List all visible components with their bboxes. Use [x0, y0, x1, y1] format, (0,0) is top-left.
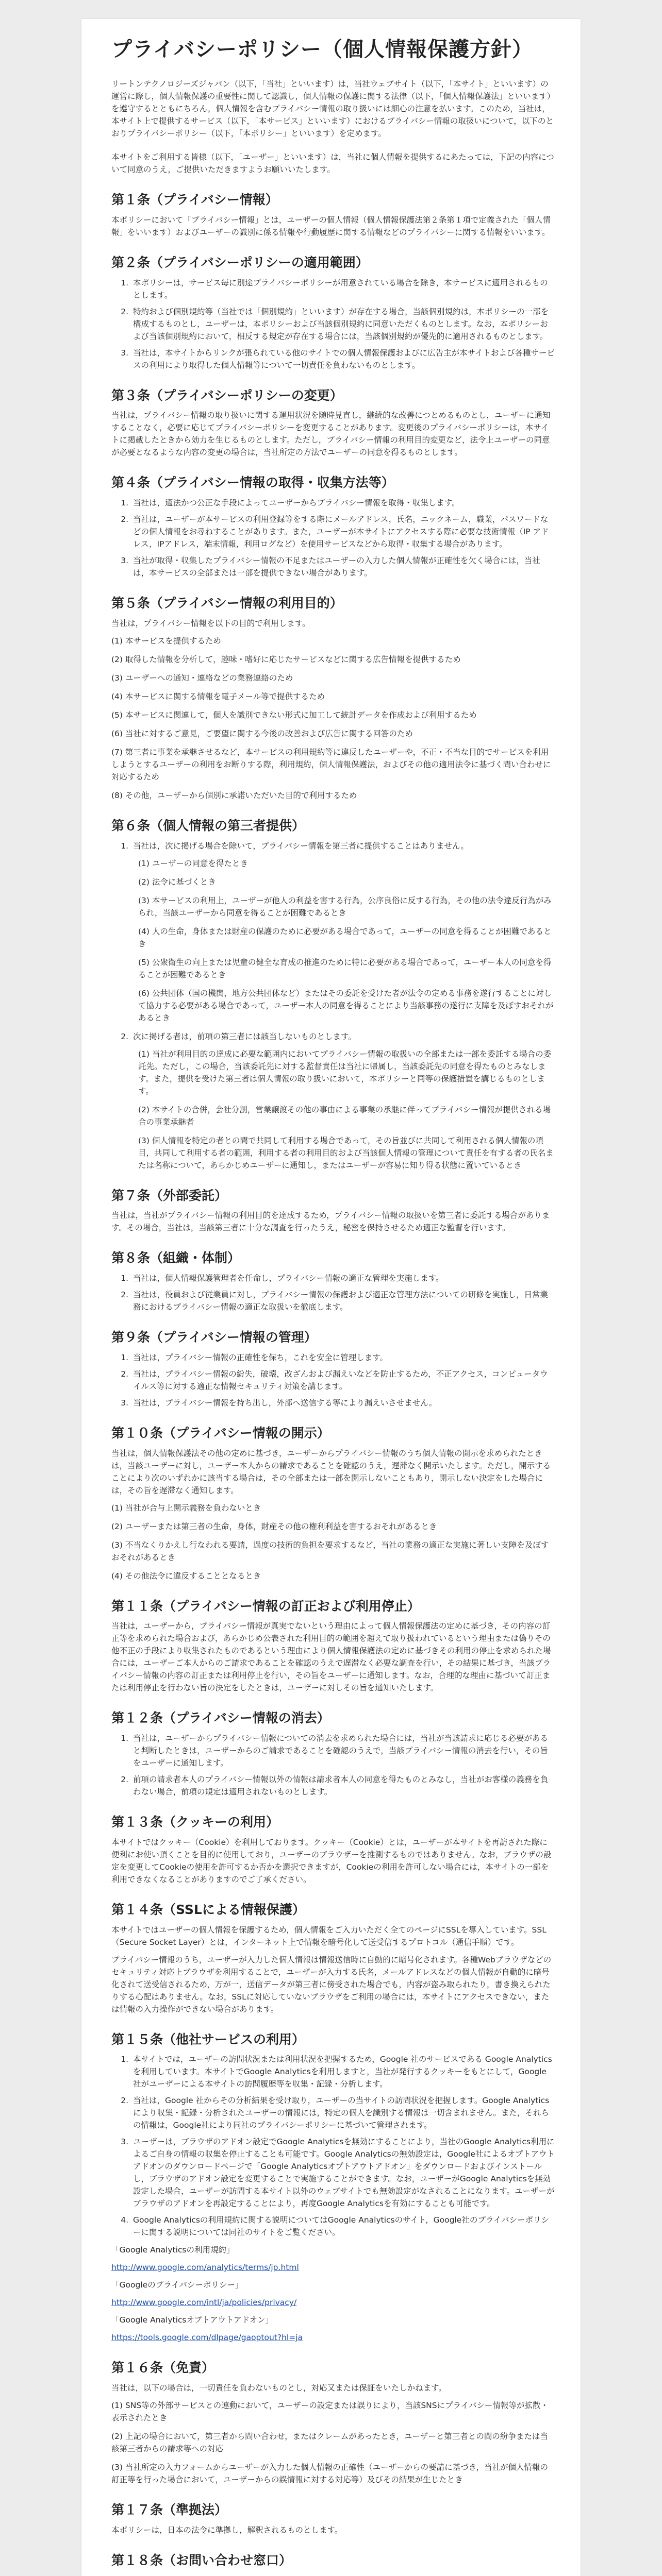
- list-item: 2. 当社は，プライバシー情報の紛失，破壊，改ざんおよび漏えいなどを防止するため，不正アクセス，コンピュータウイルス等に対する適正な情報セキュリティ対策を講じます。: [131, 1368, 555, 1393]
- article-17: [111, 2501, 555, 2536]
- article-4: [111, 474, 555, 579]
- article-body: 当社は，個人情報保護法その他の定めに基づき，ユーザーからプライバシー情報のうち個人情報の開示を求められたときは，当該ユーザーに対し，ユーザー本人からの請求であることを確認のうえ，遅滞なく開示いたします。ただし，開示することにより次のいずれかに該当する場合は，その全部または一部を開示しないこともあり，開示しない決定をした場合には，その旨を遅滞なく通知します。: [111, 1448, 551, 1495]
- list-item: (3) 当社所定の入力フォームからユーザーが入力した個人情報の正確性（ユーザーからの要請に基づき，当社が個人情報の訂正等を行った場合において，ユーザーからの誤情報に対する対応等）及びその結果が生じたとき: [111, 2463, 548, 2484]
- numbered-list: [111, 497, 555, 579]
- policy-page: [81, 19, 581, 2576]
- list-item: 3. 当社が取得・収集したプライバシー情報の不足またはユーザーの入力した個人情報が正確性を欠く場合には，当社は，本サービスの全部または一部を提供できない場合があります。: [131, 554, 555, 579]
- paren-list: [111, 1502, 555, 1582]
- article-heading: 第１０条（プライバシー情報の開示）: [111, 1425, 330, 1440]
- paren-list: [111, 635, 555, 802]
- article-heading: 第６条（個人情報の第三者提供）: [111, 818, 305, 833]
- link-label: 「Google Analyticsオプトアウトアドオン」: [111, 2315, 274, 2325]
- article-heading: 第３条（プライバシーポリシーの変更）: [111, 387, 343, 403]
- article-heading: 第１３条（クッキーの利用）: [111, 1815, 279, 1829]
- article-heading: 第１１条（プライバシー情報の訂正および利用停止）: [111, 1598, 420, 1614]
- page-title: プライバシーポリシー（個人情報保護方針）: [111, 38, 533, 61]
- article-heading: 第５条（プライバシー情報の利用目的）: [111, 596, 343, 611]
- article-6: [111, 817, 555, 1172]
- list-item: 1. 当社は，ユーザーからプライバシー情報についての消去を求められた場合には，当社が当該請求に応じる必要があると判断したときは，ユーザーからのご請求であることを確認のうえで，当該プライバシー情報の消去を行い，その旨をユーザーに通知します。: [131, 1732, 555, 1769]
- sub-list-item: (1) 当社が利用目的の達成に必要な範囲内においてプライバシー情報の取扱いの全部または一部を委託する場合の委託先。ただし，この場合，当該委託先に対する監督責任は当社に帰属し，当該委託先の同意を得たものとみなします。また，提供を受けた第三者は個人情報の取り扱いにおいて，本ポリシーと同等の保護措置を講じるものとします。: [138, 1049, 552, 1096]
- article-body: 本ポリシーにおいて「プライバシー情報」とは，ユーザーの個人情報（個人情報保護法第２条第１項で定義された「個人情報」をいいます）およびユーザーの識別に係る情報や行動履歴に関する情報などのプライバシーに関する情報をいいます。: [111, 215, 551, 237]
- article-heading: 第９条（プライバシー情報の管理）: [111, 1330, 317, 1345]
- sub-list-item: (2) 法令に基づくとき: [138, 877, 216, 887]
- link-label: 「Google Analyticsの利用規約」: [111, 2245, 235, 2255]
- list-item: 1. 当社は，プライバシー情報の正確性を保ち，これを安全に管理します。: [131, 1351, 555, 1364]
- article-heading: 第７条（外部委託）: [111, 1188, 228, 1203]
- article-8: [111, 1249, 555, 1313]
- list-item: [131, 840, 555, 1024]
- list-item: (4) 本サービスに関する情報を電子メール等で提供するため: [111, 691, 325, 701]
- list-item: 2. 当社は，Google 社からその分析結果を受け取り，ユーザーの当サイトの訪問状況を把握します。Google Analyticsにより収集・記録・分析されたユーザーの情報には，特定の個人を識別する情報は一切含まれません。また，それらの情報は，Google社により同社のプライバシーポリシーに基づいて管理されます。: [131, 2094, 555, 2131]
- article-body: 当社は，ユーザーから，プライバシー情報が真実でないという理由によって個人情報保護法の定めに基づき，その内容の訂正等を求められた場合および，あらかじめ公表された利用目的の範囲を超えて取り扱われているという理由または偽りその他不正の手段により収集されたものであるという理由により個人情報保護法の定めに基づきその利用の停止を求められた場合には，ユーザーご本人からのご請求であることを確認のうえで遅滞なく必要な調査を行い，その結果に基づき，当該プライバシー情報の内容の訂正または利用停止を行い，その旨をユーザーに通知します。なお，合理的な理由に基づいて訂正または利用停止を行わない旨の決定をしたときは，ユーザーに対しその旨を通知いたします。: [111, 1621, 551, 1693]
- numbered-list: [111, 1351, 555, 1409]
- list-item: 2. 当社は，役員および従業員に対し，プライバシー情報の保護および適正な管理方法についての研修を実施し，日常業務におけるプライバシー情報の適正な取扱いを徹底します。: [131, 1289, 555, 1313]
- sub-list-item: (5) 公衆衛生の向上または児童の健全な育成の推進のために特に必要がある場合であって，ユーザー本人の同意を得ることが困難であるとき: [138, 957, 552, 979]
- list-item-text: 次に掲げる者は，前項の第三者には該当しないものとします。: [133, 1031, 356, 1041]
- article-5: [111, 595, 555, 802]
- list-item: (7) 第三者に事業を承継させるなど，本サービスの利用規約等に違反したユーザーや，不正・不当な目的でサービスを利用しようとするユーザーの利用をお断りする際，利用規約，個人情報保護法，およびその他の適用法令に基づく問い合わせに対応するため: [111, 747, 551, 782]
- sub-list-item: (3) 本サービスの利用上，ユーザーが他人の利益を害する行為，公序良俗に反する行為，その他の法令違反行為がみられ，当該ユーザーから同意を得ることが困難であるとき: [138, 895, 552, 918]
- list-item: (2) 取得した情報を分析して，趣味・嗜好に応じたサービスなどに関する広告情報を提供するため: [111, 654, 461, 664]
- article-11: [111, 1598, 555, 1694]
- list-item: (4) その他法令に違反することとなるとき: [111, 1571, 261, 1581]
- article-heading: 第１８条（お問い合わせ窓口）: [111, 2552, 292, 2568]
- list-item: (3) ユーザーへの通知・連絡などの業務連絡のため: [111, 673, 293, 683]
- list-item: (1) 当社が合与上開示義務を負わないとき: [111, 1503, 261, 1513]
- sub-list-item: (6) 公共団体（国の機関，地方公共団体など）またはその委託を受けた者が法令の定める事務を遂行することに対して協力する必要がある場合であって，ユーザー本人の同意を得ることにより当該事務の遂行に支障を及ぼすおそれがあるとき: [138, 988, 554, 1023]
- list-item: 2. 前項の請求者本人のプライバシー情報以外の情報は請求者本人の同意を得たものとみなし，当社がお客様の義務を負わない場合，前項の規定は適用されないものとします。: [131, 1773, 555, 1798]
- article-9: [111, 1329, 555, 1409]
- article-body: 本ポリシーは，日本の法令に準拠し，解釈されるものとします。: [111, 2525, 343, 2535]
- sub-list: [133, 1048, 555, 1172]
- article-heading: 第１７条（準拠法）: [111, 2502, 228, 2517]
- list-item: 2. 当社は，ユーザーが本サービスの利用登録等をする際にメールアドレス，氏名，ニックネーム，職業，パスワードなどの個人情報をお尋ねすることがあります。また，ユーザーが本サイトにアクセスする際に必要な技術情報（IP アドレス，IPアドレス，端末情報，利用ログなど）を使用サービスなどから取得・収集する場合があります。: [131, 513, 555, 550]
- list-item: (2) 上記の場合において，第三者から問い合わせ，またはクレームがあったとき，ユーザーと第三者との間の紛争または当該第三者からの請求等への対応: [111, 2432, 548, 2453]
- list-item: 1. 本サイトでは，ユーザーの訪問状況または利用状況を把握するため，Google 社のサービスである Google Analyticsを利用しています。本サイトでGoogle Analyticsを利用しますと，当社が発行するクッキーをもとにして，Google 社がユーザーによる本サイトの訪問履歴等を収集・記録・分析します。: [131, 2053, 555, 2090]
- article-15: [111, 2031, 555, 2344]
- intro-paragraph: リートンテクノロジーズジャパン（以下，「当社」といいます）は，当社ウェブサイト（以下，「本サイト」といいます）の運営に際し，個人情報保護の重要性に関して認識し，個人情報の保護に関する法律（以下，「個人情報保護法」といいます）を遵守するとともにちろん，個人情報を含むプライバシー情報の取り扱いには細心の注意を払います。このため，当社は，本サイト上で提供するサービス（以下，「本サービス」といいます）におけるプライバシー情報の取扱いについて，以下のとおりプライバシーポリシー（以下，「本ポリシー」といいます）を定めます。: [111, 79, 554, 138]
- list-item: 1. 当社は，適法かつ公正な手段によってユーザーからプライバシー情報を取得・収集します。: [131, 497, 555, 509]
- sub-list-item: (1) ユーザーの同意を得たとき: [138, 858, 248, 868]
- numbered-list: [111, 277, 555, 371]
- article-10: [111, 1425, 555, 1582]
- article-heading: 第４条（プライバシー情報の取得・収集方法等）: [111, 475, 394, 490]
- list-item: (8) その他，ユーザーから個別に承諾いただいた目的で利用するため: [111, 790, 357, 800]
- intro-paragraph: 本サイトをご利用する皆様（以下，「ユーザー」といいます）は，当社に個人情報を提供するにあたっては，下記の内容について同意のうえ，ご提供いただきますようお願いいたします。: [111, 152, 554, 174]
- list-item: 2. 特約および個別規約等（当社では「個別規約」といいます）が存在する場合，当該個別規約は，本ポリシーの一部を構成するものとし，ユーザーは，本ポリシーおよび当該個別規約に同意いただくものとします。なお，本ポリシーおよび当該個別規約において，相反する規定が存在する場合には，当該個別規約が優先的に適用されるものとします。: [131, 306, 555, 343]
- google-privacy-link[interactable]: http://www.google.com/intl/ja/policies/privacy/: [111, 2298, 297, 2308]
- article-1: [111, 191, 555, 239]
- article-14: [111, 1901, 555, 2015]
- list-item: (1) SNS等の外部サービスとの連動において，ユーザーの設定または誤りにより，当該SNSにプライバシー情報等が拡散・表示されたとき: [111, 2401, 549, 2422]
- paren-list: [111, 2399, 555, 2486]
- article-heading: 第１５条（他社サービスの利用）: [111, 2031, 305, 2047]
- article-body: 本サイトではユーザーの個人情報を保護するため，個人情報をご入力いただく全てのページにSSLを導入しています。SSL（Secure Socket Layer）とは，インターネット上で情報を暗号化して送受信するプロトコル（通信手順）です。: [111, 1925, 547, 1947]
- article-lead: 当社は，プライバシー情報を以下の目的で利用します。: [111, 618, 310, 628]
- sub-list-item: (2) 本サイトの合併，会社分割，営業譲渡その他の事由による事業の承継に伴ってプライバシー情報が提供される場合の事業承継者: [138, 1105, 551, 1127]
- article-heading: 第１４条（SSLによる情報保護）: [111, 1902, 305, 1917]
- list-item: (3) 不当なくりかえし行なわれる要請，過度の技術的負担を要求するなど，当社の業務の適正な実施に著しい支障を及ぼすおそれがあるとき: [111, 1540, 549, 1562]
- numbered-list: [111, 2053, 555, 2239]
- list-item: (6) 当社に対するご意見，ご要望に関する今後の改善および広告に関する回答のため: [111, 728, 413, 738]
- link-label: 「Googleのプライバシーポリシー」: [111, 2280, 243, 2290]
- article-body: [111, 2574, 555, 2576]
- list-item: 3. 当社は，本サイトからリンクが張られている他のサイトでの個人情報保護およびに広告主が本サイトおよび各種サービスの利用により取得した個人情報等について一切責任を負わないものとします。: [131, 347, 555, 371]
- article-13: [111, 1814, 555, 1886]
- analytics-terms-link[interactable]: http://www.google.com/analytics/terms/jp.html: [111, 2263, 299, 2273]
- article-16: [111, 2359, 555, 2486]
- list-item: 3. 当社は，プライバシー情報を持ち出し，外部へ送信する等により漏えいさせません。: [131, 1397, 555, 1409]
- article-body: 当社は，当社がプライバシー情報の利用目的を達成するため，プライバシー情報の取扱いを第三者に委託する場合があります。その場合，当社は，当該第三者に十分な調査を行ったうえ，秘密を保持させるため適正な監督を行います。: [111, 1211, 550, 1233]
- article-heading: 第１条（プライバシー情報）: [111, 192, 278, 207]
- article-3: [111, 387, 555, 459]
- numbered-list: [111, 1272, 555, 1313]
- article-body: 本サイトではクッキー（Cookie）を利用しております。クッキー（Cookie）とは，ユーザーが本サイトを再訪された際に便利にお使い頂くことを目的に使用しており，ユーザーのブラウザーを推測するものではありません。なお，ブラウザの設定を変更してCookieの使用を許可するか否かを選択できますが，Cookieの利用を許可しない場合には，本サイトの一部を利用できなくなることがありますのでご了承ください。: [111, 1837, 552, 1884]
- article-heading: 第８条（組織・体制）: [111, 1250, 241, 1266]
- article-7: [111, 1187, 555, 1234]
- list-item: 1. 本ポリシーは，サービス毎に別途プライバシーポリシーが用意されている場合を除き，本サービスに適用されるものとします。: [131, 277, 555, 301]
- sub-list: [133, 857, 555, 1024]
- article-heading: 第１６条（免責）: [111, 2360, 215, 2376]
- sub-list-item: (4) 人の生命，身体または財産の保護のために必要がある場合であって，ユーザーの同意を得ることが困難であるとき: [138, 926, 552, 948]
- list-item-text: 当社は，次に掲げる場合を除いて，プライバシー情報を第三者に提供することはありません。: [133, 841, 469, 851]
- article-2: [111, 254, 555, 371]
- list-item: 4. Google Analyticsの利用規約に関する説明についてはGoogle Analyticsのサイト，Google社のプライバシーポリシーに関する説明については同社のサイトをご覧ください。: [131, 2214, 555, 2239]
- article-12: [111, 1709, 555, 1798]
- sub-list-item: (3) 個人情報を特定の者との間で共同して利用する場合であって，その旨並びに共同して利用される個人情報の項目，共同して利用する者の範囲，利用する者の利用目的および当該個人情報の管理について責任を有する者の氏名または名称について，あらかじめユーザーに通知し，またはユーザーが容易に知り得る状態に置いているとき: [138, 1136, 554, 1170]
- numbered-list: [111, 840, 555, 1172]
- optout-addon-link[interactable]: https://tools.google.com/dlpage/gaoptout?hl=ja: [111, 2333, 303, 2343]
- article-18: [111, 2552, 555, 2576]
- list-item: (2) ユーザーまたは第三者の生命，身体，財産その他の権利利益を害するおそれがあるとき: [111, 1521, 437, 1531]
- article-heading: 第２条（プライバシーポリシーの適用範囲）: [111, 255, 369, 270]
- list-item: (5) 本サービスに関連して，個人を識別できない形式に加工して統計データを作成および利用するため: [111, 710, 477, 720]
- article-body: 当社は，プライバシー情報の取り扱いに関する運用状況を随時見直し，継続的な改善につとめるものとし，ユーザーに通知することなく，必要に応じてプライバシーポリシーを変更することがあります。変更後のプライバシーポリシーは，本サイトに掲載したときから効力を生じるものとします。ただし，プライバシー情報の利用目的変更など，法令上ユーザーの同意が必要となるような内容の変更の場合は，当社所定の方法でユーザーの同意を得るものとします。: [111, 411, 551, 457]
- article-lead: 当社は，以下の場合は，一切責任を負わないものとし，対応又または保証をいたしかねます。: [111, 2383, 446, 2393]
- list-item: [131, 1030, 555, 1172]
- intro-section: [111, 78, 555, 176]
- article-heading: 第１２条（プライバシー情報の消去）: [111, 1710, 330, 1726]
- numbered-list: [111, 1732, 555, 1798]
- list-item: (1) 本サービスを提供するため: [111, 636, 221, 646]
- article-body: プライバシー情報のうち，ユーザーが入力した個人情報は情報送信時に自動的に暗号化されます。各種Webブラウザなどのセキュリティ対応上ブラウザを利用することで，ユーザーが入力する氏名，メールアドレスなどの個人情報が自動的に暗号化されて送受信されるため，万が一，送信データが第三者に傍受された場合でも，内容が盗み取られたり，書き換えられたりする心配はありません。なお，SSLに対応していないブラウザをご利用の場合には，本サイトにアクセスできない，または情報の入力操作ができない場合があります。: [111, 1955, 552, 2014]
- list-item: 1. 当社は，個人情報保護管理者を任命し，プライバシー情報の適正な管理を実施します。: [131, 1272, 555, 1284]
- list-item: 3. ユーザーは，ブラウザのアドオン設定でGoogle Analyticsを無効にすることにより，当社のGoogle Analytics利用によるご自身の情報の収集を停止することも可能です。Google Analyticsの無効設定は，Google社によるオプトアウトアドオンのダウンロードページで「Google Analyticsオプトアウトアドオン」をダウンロードおよびインストールし，ブラウザのアドオン設定を変更することで実施することができます。なお，ユーザーがGoogle Analyticsを無効設定した場合，ユーザーが訪問する本サイト以外のウェブサイトでも無効設定がなされることになります。ユーザーがブラウザのアドオンを再設定することにより，再度Google Analyticsを有効にすることも可能です。: [131, 2136, 555, 2210]
